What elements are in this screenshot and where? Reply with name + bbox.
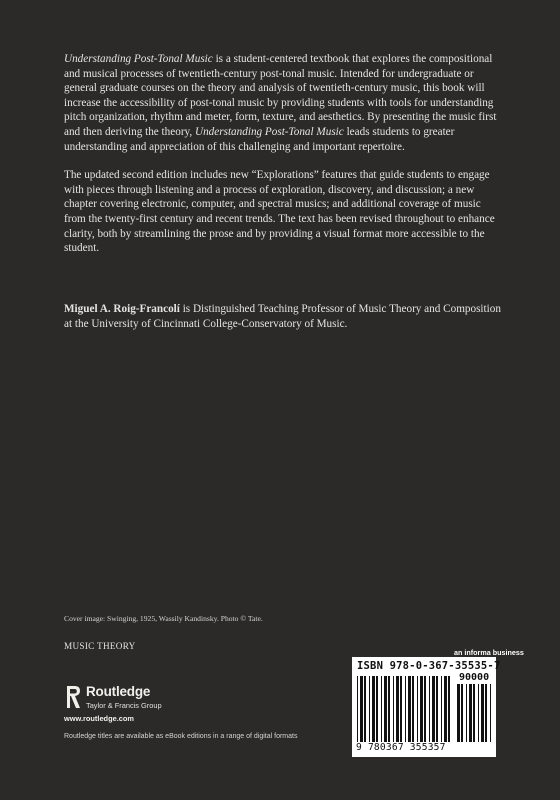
barcode-bar <box>478 684 479 742</box>
barcode-bar <box>417 676 418 742</box>
barcode-bar <box>393 676 394 742</box>
barcode-bar <box>457 684 460 742</box>
book-title-italic: Understanding Post-Tonal Music <box>64 53 213 65</box>
description-text: is a student-centered textbook that explores the compositional and musical processes of twentieth-century post-tonal music. Intended for undergraduate or general graduate courses on the theory and analysis of twentieth-century music, this book will increase the accessibility of post-tonal music by providing students with tools for understanding pitch organization, rhythm and meter, form, texture, and aesthetics. By presenting the music first and then deriving the theory, <box>64 53 497 138</box>
author-bio-text: is Distinguished Teaching Professor of Music Theory and Composition at the University of Cincinnati College-Conservatory of Music. <box>64 303 501 330</box>
publisher-group: Taylor & Francis Group <box>86 701 162 710</box>
barcode-bar <box>448 676 450 742</box>
barcode-bar <box>420 676 423 742</box>
isbn-label: ISBN 978-0-367-35535-7 <box>357 660 501 672</box>
barcode-bar <box>376 676 378 742</box>
description-paragraph-2: The updated second edition includes new “Explorations” features that guide students to engage with pieces through listening and a process of exploration, discovery, and discussion; a new chapter covering electronic, computer, and spectral musics; and additional coverage of music from the twenty-first century and recent trends. The text has been revised throughout to enhance clarity, both by streamlining the prose and by providing a visual format more accessible to the student. <box>64 169 495 255</box>
barcode-bar <box>396 676 399 742</box>
routledge-logo-icon <box>64 684 82 710</box>
ean-digits: 9 780367 355357 <box>356 742 446 753</box>
description-text: leads students to greater understanding and appreciation of this challenging and important repertoire. <box>64 125 455 153</box>
barcode-bar <box>357 676 358 742</box>
barcode-bar <box>424 676 426 742</box>
cover-image-credit: Cover image: Swinging, 1925, Wassily Kandinsky. Photo © Tate. <box>64 614 263 623</box>
barcode-bar <box>469 684 472 742</box>
barcode-bar <box>372 676 375 742</box>
author-bio <box>64 302 504 331</box>
barcode-bar <box>384 676 387 742</box>
barcode-bar <box>481 684 484 742</box>
ean-barcode-icon <box>357 676 453 742</box>
barcode-bar <box>436 676 438 742</box>
barcode-bar <box>444 676 447 742</box>
barcode-bar <box>369 676 370 742</box>
ebook-note: Routledge titles are available as eBook editions in a range of digital formats <box>64 733 298 740</box>
barcode-bar <box>412 676 414 742</box>
barcode-bar <box>461 684 463 742</box>
price-addon-number: 90000 <box>459 672 490 683</box>
barcode-bar <box>381 676 382 742</box>
book-title-italic: Understanding Post-Tonal Music <box>195 125 344 138</box>
barcode-bar <box>441 676 442 742</box>
subject-category: MUSIC THEORY <box>64 641 136 651</box>
barcode-bar <box>388 676 390 742</box>
barcode-bar <box>400 676 402 742</box>
barcode-bar <box>360 676 363 742</box>
book-description <box>64 52 504 270</box>
barcode-bar <box>432 676 435 742</box>
barcode-bar <box>405 676 406 742</box>
barcode-bar <box>364 676 366 742</box>
author-name: Miguel A. Roig-Francolí <box>64 303 180 315</box>
publisher-url: www.routledge.com <box>64 714 134 723</box>
description-paragraph-1 <box>64 52 504 154</box>
informa-business-label: an informa business <box>454 648 524 657</box>
barcode-bar <box>485 684 487 742</box>
addon-barcode-icon <box>457 684 493 742</box>
barcode-bar <box>466 684 467 742</box>
barcode-bar <box>490 684 491 742</box>
barcode-bar <box>473 684 475 742</box>
barcode-bar <box>429 676 430 742</box>
publisher-name: Routledge <box>86 684 151 699</box>
barcode-bar <box>408 676 411 742</box>
